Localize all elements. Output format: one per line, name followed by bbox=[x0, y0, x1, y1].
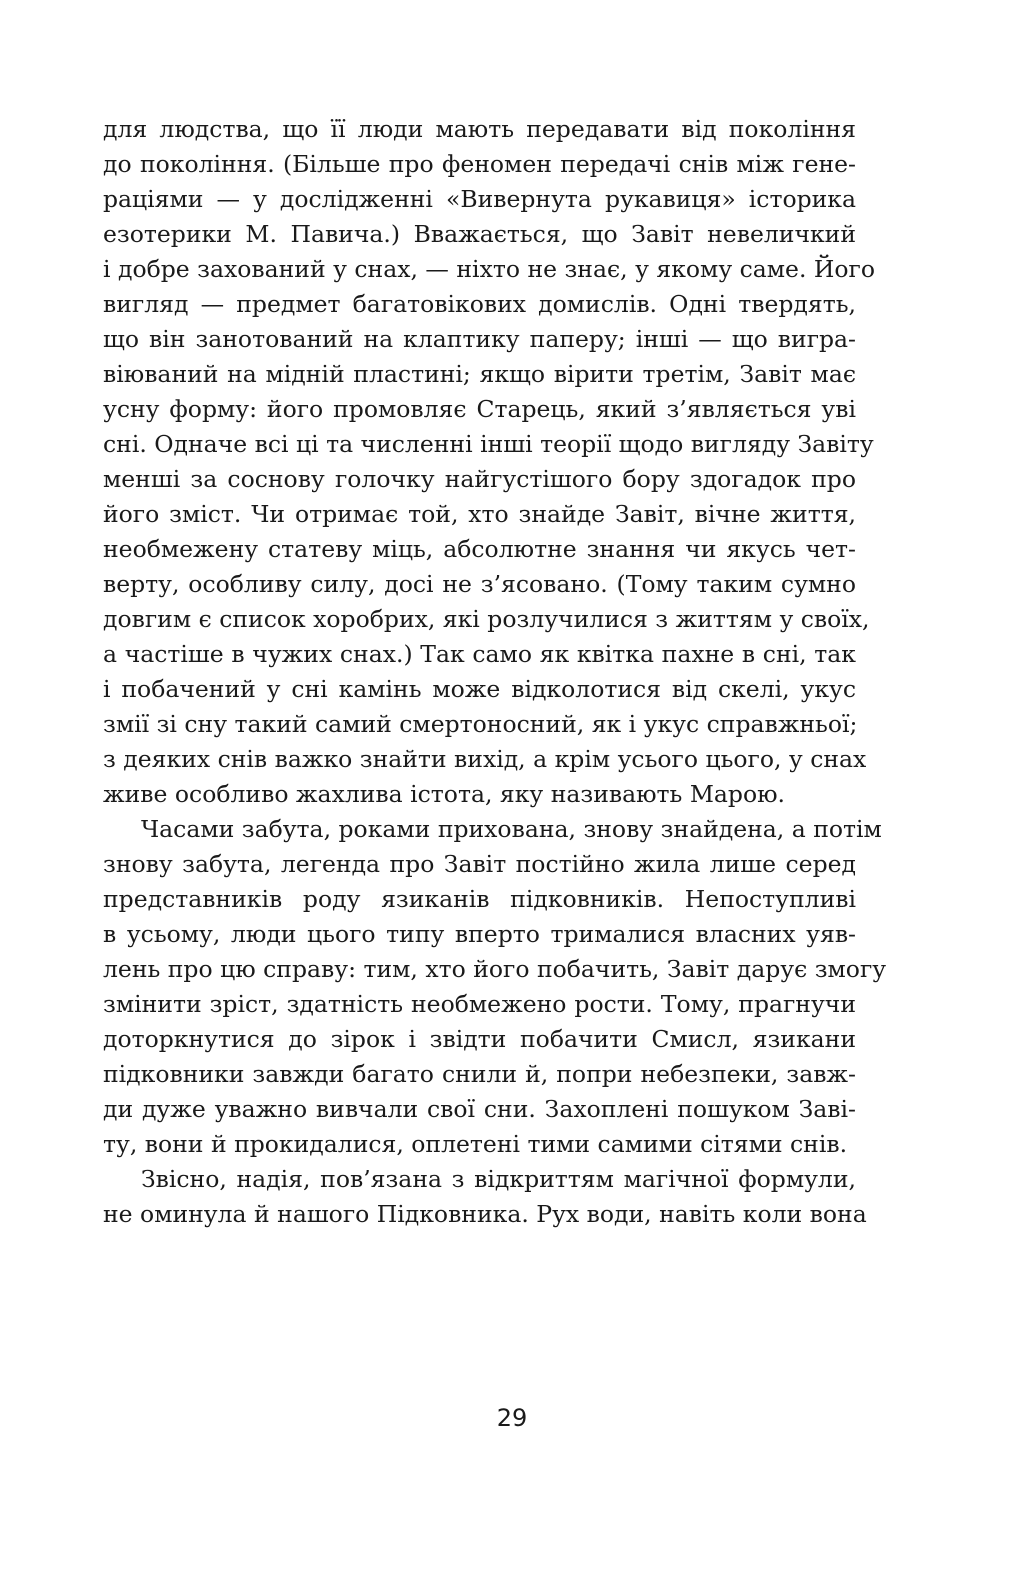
text-line: що він занотований на клаптику паперу; інші — що вигра- bbox=[103, 325, 856, 353]
text-line: в усьому, люди цього типу вперто трималися власних уяв- bbox=[103, 920, 856, 948]
text-line: доторкнутися до зірок і звідти побачити Смисл, язикани bbox=[103, 1025, 856, 1053]
text-line: Звісно, надія, пов’язана з відкриттям магічної формули, bbox=[141, 1165, 856, 1193]
text-line: довгим є список хоробрих, які розлучилися з життям у своїх, bbox=[103, 605, 870, 633]
text-line: до покоління. (Більше про феномен передачі снів між гене- bbox=[103, 150, 856, 178]
text-line: його зміст. Чи отримає той, хто знайде Завіт, вічне життя, bbox=[103, 500, 856, 528]
text-line: і побачений у сні камінь може відколотися від скелі, укус bbox=[103, 675, 856, 703]
body-text bbox=[103, 112, 887, 1232]
text-line: раціями — у дослідженні «Вивернута рукавиця» історика bbox=[103, 185, 856, 213]
text-line: езотерики М. Павича.) Вважається, що Завіт невеличкий bbox=[103, 220, 856, 248]
text-line: змії зі сну такий самий смертоносний, як і укус справжньої; bbox=[103, 710, 858, 738]
text-line: вигляд — предмет багатовікових домислів. Одні твердять, bbox=[103, 290, 856, 318]
text-line: верту, особливу силу, досі не з’ясовано. (Тому таким сумно bbox=[103, 570, 856, 598]
text-line: з деяких снів важко знайти вихід, а крім усього цього, у снах bbox=[103, 745, 867, 773]
text-line: змінити зріст, здатність необмежено рости. Тому, прагнучи bbox=[103, 990, 856, 1018]
text-line: для людства, що її люди мають передавати від покоління bbox=[103, 115, 856, 143]
text-line: усну форму: його промовляє Старець, який з’являється уві bbox=[103, 395, 856, 423]
text-line: ту, вони й прокидалися, оплетені тими самими сітями снів. bbox=[103, 1130, 848, 1158]
text-line: підковники завжди багато снили й, попри небезпеки, завж- bbox=[103, 1060, 856, 1088]
text-line: знову забута, легенда про Завіт постійно жила лише серед bbox=[103, 850, 856, 878]
page-number: 29 bbox=[496, 1404, 528, 1432]
text-line: представників роду язиканів підковників. Непоступливі bbox=[103, 885, 856, 913]
text-line: віюваний на мідній пластині; якщо вірити третім, Завіт має bbox=[103, 360, 856, 388]
text-line: живе особливо жахлива істота, яку називають Марою. bbox=[103, 780, 786, 808]
text-line: сні. Одначе всі ці та численні інші теорії щодо вигляду Завіту bbox=[103, 430, 874, 458]
text-line: ди дуже уважно вивчали свої сни. Захоплені пошуком Заві- bbox=[103, 1095, 856, 1123]
text-line: не оминула й нашого Підковника. Рух води, навіть коли вона bbox=[103, 1200, 867, 1228]
text-line: а частіше в чужих снах.) Так само як квітка пахне в сні, так bbox=[103, 640, 856, 668]
text-line: Часами забута, роками прихована, знову знайдена, а потім bbox=[141, 815, 882, 843]
text-line: і добре захований у снах, — ніхто не знає, у якому саме. Його bbox=[103, 255, 876, 283]
text-line: лень про цю справу: тим, хто його побачить, Завіт дарує змогу bbox=[103, 955, 887, 983]
text-line: необмежену статеву міць, абсолютне знання чи якусь чет- bbox=[103, 535, 856, 563]
text-line: менші за соснову голочку найгустішого бору здогадок про bbox=[103, 465, 856, 493]
